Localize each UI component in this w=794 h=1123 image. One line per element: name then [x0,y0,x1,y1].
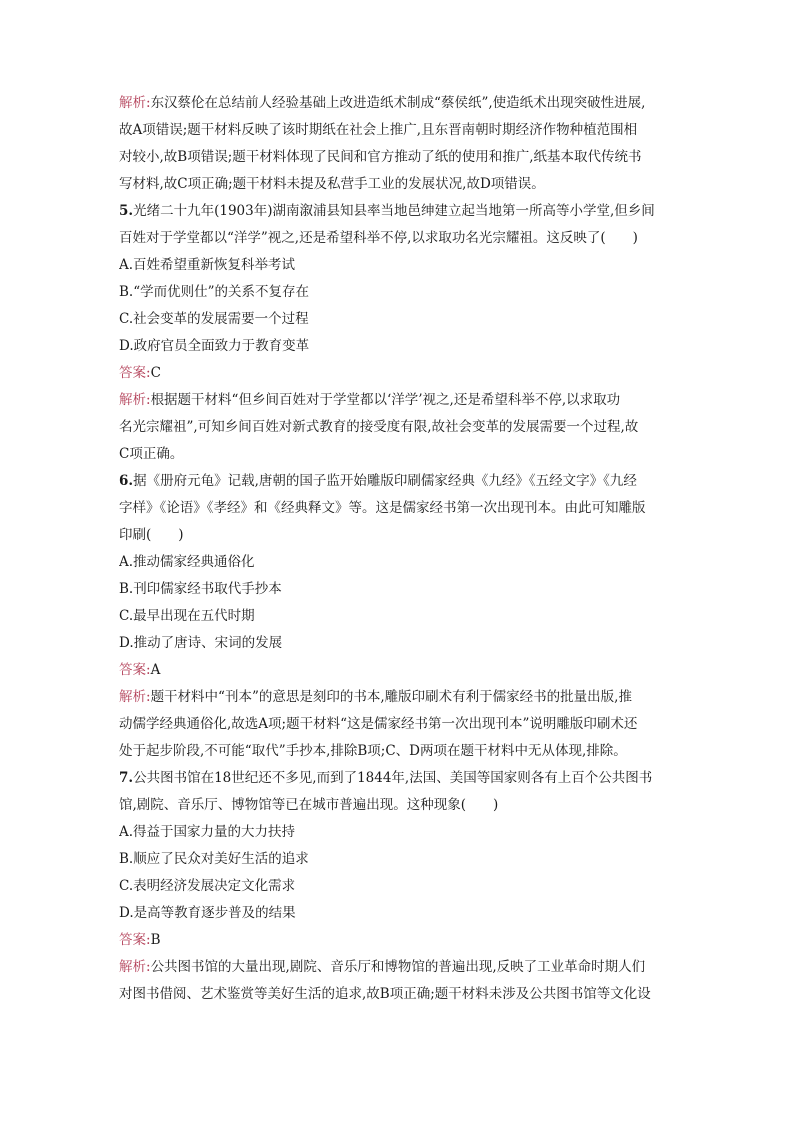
option-c: C.最早出现在五代时期 [119,608,255,624]
answer-label: 答案: [119,932,151,948]
analysis-line: 故A项错误;题干材料反映了该时期纸在社会上推广,且东晋南朝时期经济作物种植范围相 [119,122,638,138]
question-5 [119,198,679,468]
option-d: D.是高等教育逐步普及的结果 [119,905,296,921]
analysis-line: 解析:根据题干材料“但乡间百姓对于学堂都以‘洋学’视之,还是希望科举不停,以求取功 [119,392,621,408]
analysis-line: 写材料,故C项正确;题干材料未提及私营手工业的发展状况,故D项错误。 [119,176,545,192]
analysis-line: 解析:东汉蔡伦在总结前人经验基础上改进造纸术制成“蔡侯纸”,使造纸术出现突破性进展, [119,95,646,111]
question-6 [119,468,679,765]
document-page [119,90,679,1008]
answer-line [119,360,679,387]
question-stem-line: 字样》《论语》《孝经》和《经典释文》等。这是儒家经书第一次出现刊本。由此可知雕版 [119,500,646,516]
option-c: C.表明经济发展决定文化需求 [119,878,296,894]
analysis-block-q4 [119,90,679,198]
analysis-line: 解析:公共图书馆的大量出现,剧院、音乐厅和博物馆的普遍出现,反映了工业革命时期人们 [119,959,646,975]
option-a: A.推动儒家经典通俗化 [119,554,255,570]
option-c: C.社会变革的发展需要一个过程 [119,311,309,327]
analysis-line: C项正确。 [119,446,184,462]
question-number: 5. [119,203,134,219]
question-stem-line: 百姓对于学堂都以“洋学”视之,还是希望科举不停,以求取功名光宗耀祖。这反映了( ) [119,230,638,246]
question-stem-line: 印刷( ) [119,527,184,543]
option-b: B.“学而优则仕”的关系不复存在 [119,284,310,300]
analysis-label: 解析: [119,959,151,975]
analysis-label: 解析: [119,95,151,111]
option-b: B.顺应了民众对美好生活的追求 [119,851,309,867]
question-stem-line: 5.光绪二十九年(1903年)湖南溆浦县知县率当地邑绅建立起当地第一所高等小学堂,但乡间 [119,203,655,219]
answer-label: 答案: [119,365,151,381]
option-b: B.刊印儒家经书取代手抄本 [119,581,282,597]
analysis-line: 对较小,故B项错误;题干材料体现了民间和官方推动了纸的使用和推广,纸基本取代传统书 [119,149,642,165]
answer-line [119,927,679,954]
question-number: 7. [119,770,134,786]
answer-label: 答案: [119,662,151,678]
answer-line [119,657,679,684]
option-a: A.百姓希望重新恢复科举考试 [119,257,296,273]
answer-value: B [150,932,161,948]
analysis-line: 动儒学经典通俗化,故选A项;题干材料“这是儒家经书第一次出现刊本”说明雕版印刷术还 [119,716,638,732]
analysis-line: 对图书借阅、艺术鉴赏等美好生活的追求,故B项正确;题干材料未涉及公共图书馆等文化设 [119,986,651,1002]
answer-value: A [150,662,161,678]
question-number: 6. [119,473,134,489]
option-d: D.推动了唐诗、宋词的发展 [119,635,283,651]
question-stem-line: 7.公共图书馆在18世纪还不多见,而到了1844年,法国、美国等国家则各有上百个公共图书 [119,770,653,786]
analysis-line: 处于起步阶段,不可能“取代”手抄本,排除B项;C、D两项在题干材料中无从体现,排除。 [119,743,627,759]
analysis-line: 名光宗耀祖”,可知乡间百姓对新式教育的接受度有限,故社会变革的发展需要一个过程,故 [119,419,639,435]
option-d: D.政府官员全面致力于教育变革 [119,338,310,354]
question-7 [119,765,679,1008]
option-a: A.得益于国家力量的大力扶持 [119,824,296,840]
analysis-line: 解析:题干材料中“刊本”的意思是刻印的书本,雕版印刷术有利于儒家经书的批量出版,推 [119,689,632,705]
answer-value: C [150,365,161,381]
analysis-label: 解析: [119,689,151,705]
analysis-label: 解析: [119,392,151,408]
question-stem-line: 6.据《册府元龟》记载,唐朝的国子监开始雕版印刷儒家经典《九经》《五经文字》《九经 [119,473,637,489]
question-stem-line: 馆,剧院、音乐厅、博物馆等已在城市普遍出现。这种现象( ) [119,797,499,813]
